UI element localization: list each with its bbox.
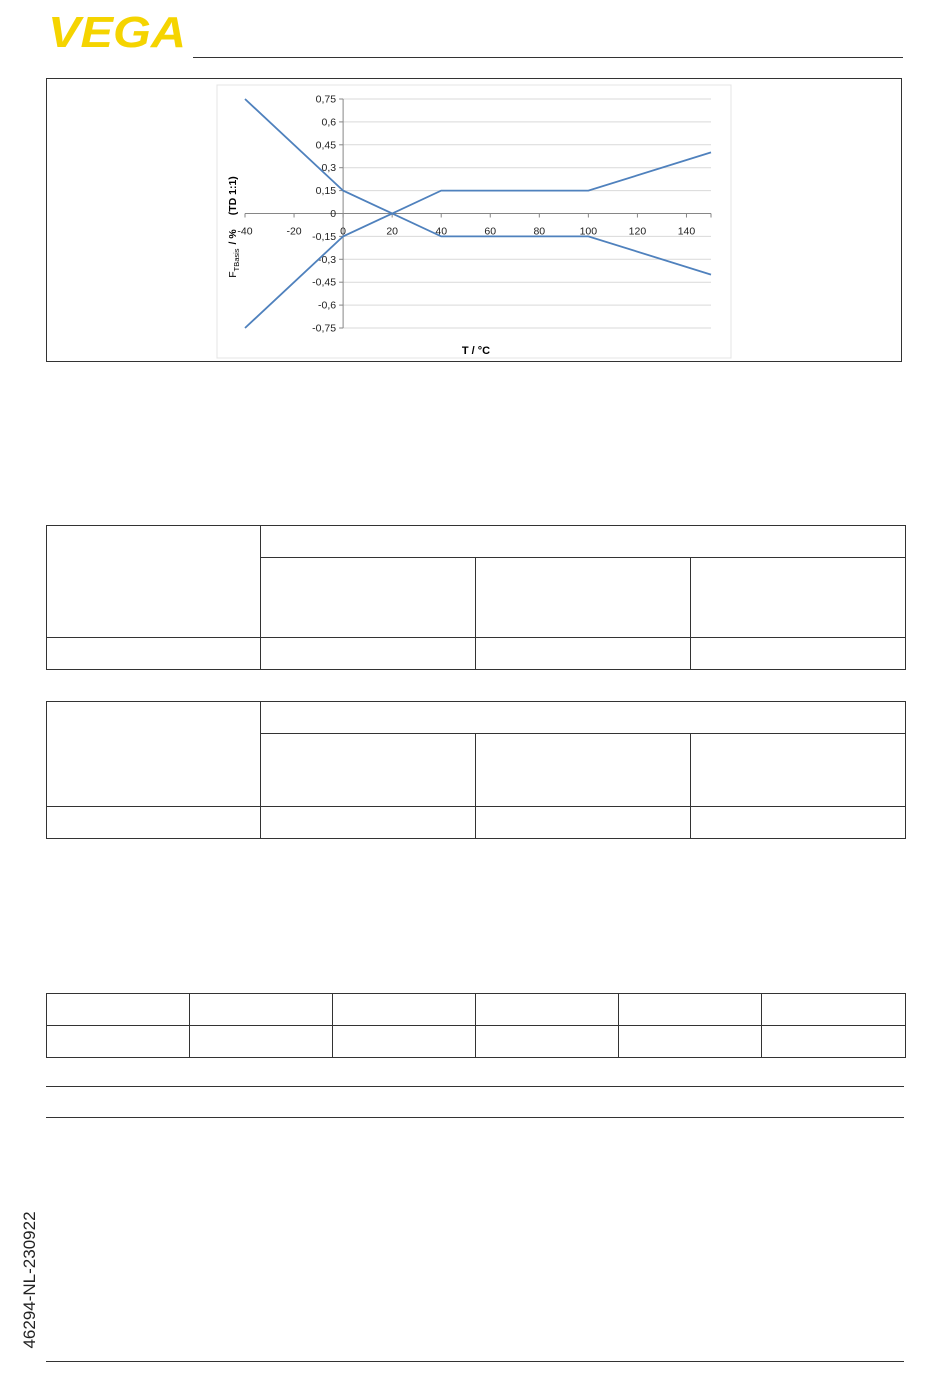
y-tick-label: 0,6 [321,116,337,129]
y-tick-label: -0,75 [312,322,337,335]
x-tick-label: 40 [435,225,448,238]
x-tick-label: 0 [340,225,347,238]
table-cell [190,1026,333,1058]
x-tick-label: -40 [237,225,253,238]
table-cell [691,807,906,839]
table-1-subheader [476,558,691,638]
x-tick-label: 80 [533,225,546,238]
table-row [47,994,906,1026]
table-row [47,638,906,670]
vega-logo [48,14,188,50]
x-tick-label: -20 [286,225,302,238]
y-tick-label: -0,15 [312,230,337,243]
table-1 [46,525,906,670]
table-cell [762,994,906,1026]
temperature-error-chart [47,79,903,363]
table-cell [47,994,190,1026]
table-2 [46,701,906,839]
table-cell [333,994,476,1026]
table-2-subheader [261,734,476,807]
table-2-subheader [691,734,906,807]
table-cell [619,1026,762,1058]
y-tick-label: 0,45 [315,139,337,152]
table-2-subheader [476,734,691,807]
y-axis-label-sub: TBasis [232,248,241,272]
logo-text: VEGA [48,14,186,50]
x-axis-label: T / °C [461,345,491,357]
x-tick-label: 60 [484,225,497,238]
table-cell [47,638,261,670]
x-tick-label: 140 [677,225,696,238]
table-cell [190,994,333,1026]
table-cell [47,1026,190,1058]
footer-rule [46,1361,904,1362]
y-axis-label-main: F [227,271,239,278]
table-1-subheader [261,558,476,638]
x-tick-label: 120 [628,225,647,238]
table-cell [47,807,261,839]
chart-area [217,85,731,358]
table-cell [476,807,691,839]
y-tick-label: -0,3 [318,253,337,266]
table-cell [762,1026,906,1058]
y-tick-label: 0 [330,208,337,220]
table-cell [261,807,476,839]
table-cell [476,994,619,1026]
y-tick-label: -0,6 [318,299,337,312]
table-1-group-header [261,526,906,558]
y-axis-label-extra: (TD 1:1) [227,176,239,216]
table-cell [619,994,762,1026]
table-row [47,807,906,839]
section-rule-bottom [46,1117,904,1118]
y-tick-label: 0,3 [321,162,337,175]
table-cell [476,1026,619,1058]
table-row [47,1026,906,1058]
table-1-subheader [691,558,906,638]
header-rule [193,57,903,58]
table-2-header-cell [47,702,261,807]
section-rule-top [46,1086,904,1087]
y-tick-label: 0,15 [315,185,337,198]
y-tick-label: 0,75 [315,93,337,106]
table-1-header-cell [47,526,261,638]
x-tick-label: 100 [579,225,598,238]
table-cell [691,638,906,670]
chart-frame [46,78,902,362]
table-2-group-header [261,702,906,734]
y-axis-label-unit: / % [227,229,239,245]
table-cell [476,638,691,670]
document-code: 46294-NL-230922 [20,1211,39,1349]
table-cell [333,1026,476,1058]
y-tick-label: -0,45 [312,276,337,289]
table-cell [261,638,476,670]
table-3 [46,993,906,1058]
x-tick-label: 20 [386,225,399,238]
